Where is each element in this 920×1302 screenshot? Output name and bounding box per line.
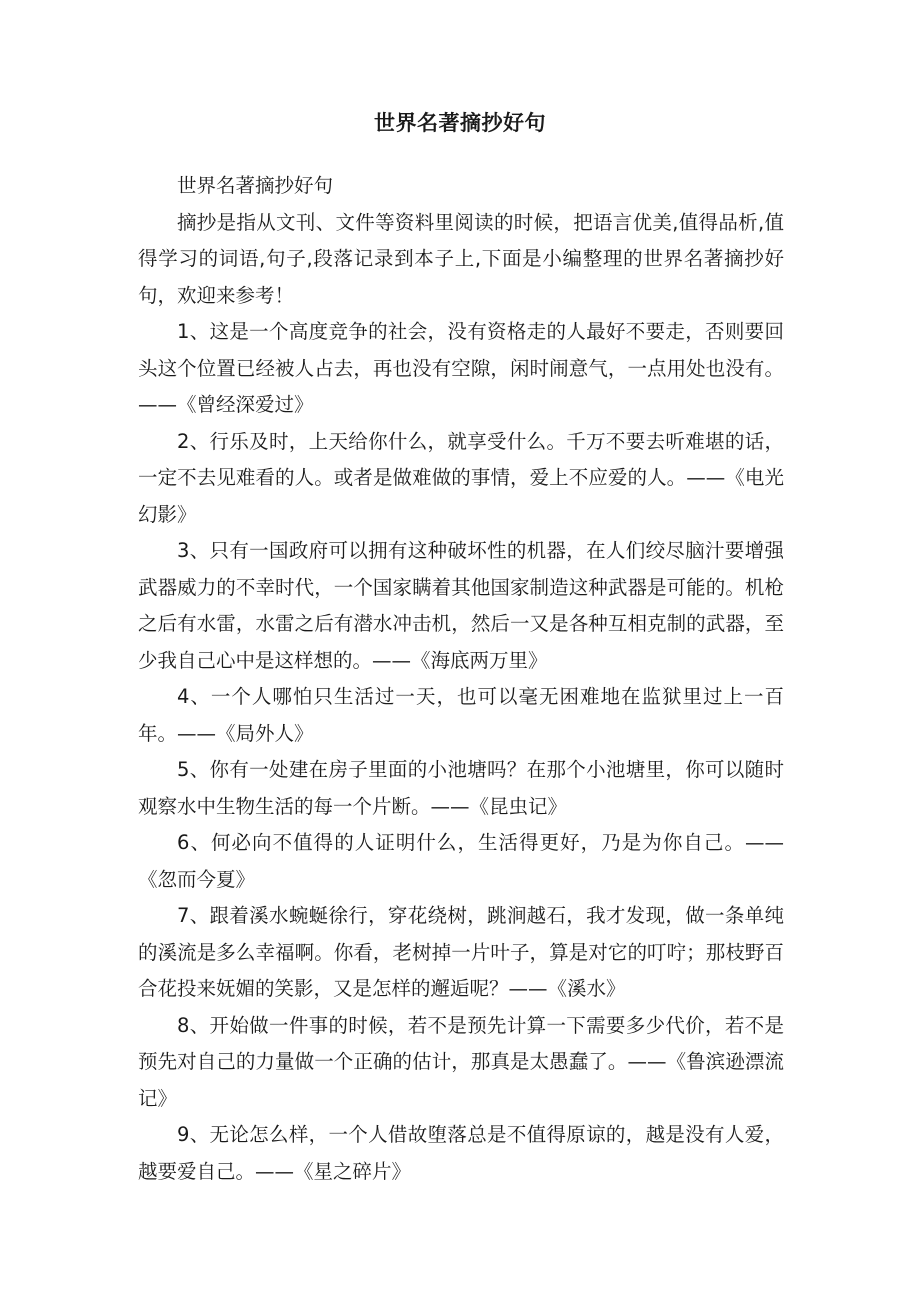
intro-paragraph: 摘抄是指从文刊、文件等资料里阅读的时候，把语言优美,值得品析,值得学习的词语,句子,段落记录到本子上,下面是小编整理的世界名著摘抄好句，欢迎来参考！ [138,210,784,307]
quote-paragraph-3: 3、只有一国政府可以拥有这种破坏性的机器，在人们绞尽脑汁要增强武器威力的不幸时代，一个国家瞒着其他国家制造这种武器是可能的。机枪之后有水雷，水雷之后有潜水冲击机，然后一又是各种互相克制的武器，至少我自己心中是这样想的。——《海底两万里》 [138,539,784,672]
quote-paragraph-2: 2、行乐及时，上天给你什么，就享受什么。千万不要去听难堪的话，一定不去见难看的人。或者是做难做的事情，爱上不应爱的人。——《电光幻影》 [138,429,784,526]
quote-paragraph-4: 4、一个人哪怕只生活过一天，也可以毫无困难地在监狱里过上一百年。——《局外人》 [138,685,784,745]
quote-paragraph-8: 8、开始做一件事的时候，若不是预先计算一下需要多少代价，若不是预先对自己的力量做一个正确的估计，那真是太愚蠢了。——《鲁滨逊漂流记》 [138,1013,784,1110]
quote-paragraph-7: 7、跟着溪水蜿蜒徐行，穿花绕树，跳涧越石，我才发现，做一条单纯的溪流是多么幸福啊。你看，老树掉一片叶子，算是对它的叮咛；那枝野百合花投来妩媚的笑影，又是怎样的邂逅呢？——《溪水》 [138,904,784,1000]
quote-paragraph-5: 5、你有一处建在房子里面的小池塘吗？在那个小池塘里，你可以随时观察水中生物生活的每一个片断。——《昆虫记》 [138,758,784,818]
quote-paragraph-1: 1、这是一个高度竞争的社会，没有资格走的人最好不要走，否则要回头这个位置已经被人占去，再也没有空隙，闲时闹意气，一点用处也没有。——《曾经深爱过》 [138,320,784,416]
document-title: 世界名著摘抄好句 [374,111,546,135]
document-body [138,168,784,1190]
quote-paragraph-9: 9、无论怎么样，一个人借故堕落总是不值得原谅的，越是没有人爱，越要爱自己。——《星之碎片》 [138,1123,784,1183]
document-subtitle: 世界名著摘抄好句 [177,174,334,197]
quote-paragraph-6: 6、何必向不值得的人证明什么，生活得更好，乃是为你自己。——《忽而今夏》 [138,831,784,891]
